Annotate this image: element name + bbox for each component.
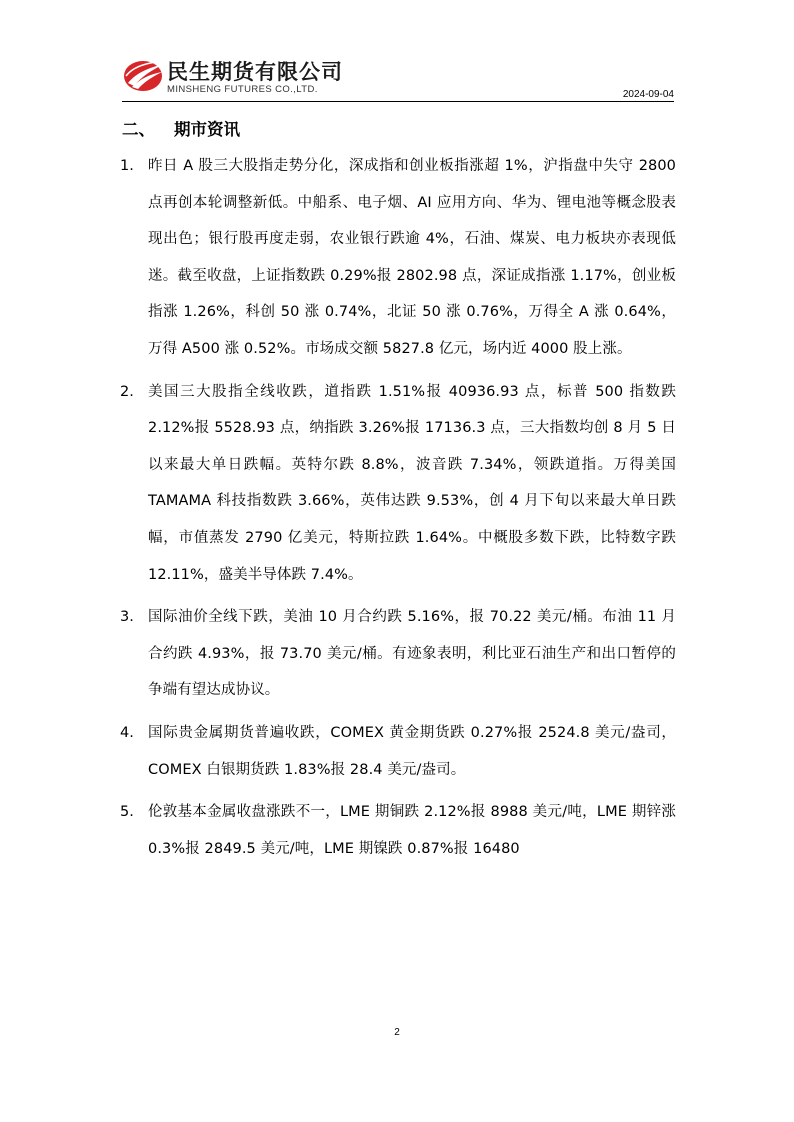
- item-number: 1.: [120, 158, 134, 174]
- section-number: 二、: [122, 120, 155, 139]
- list-item: [120, 599, 676, 709]
- list-item: [120, 148, 676, 368]
- item-text: 美国三大股指全线收跌，道指跌 1.51%报 40936.93 点，标普 500 指数跌 2.12%报 5528.93 点，纳指跌 3.26%报 17136.3 点，三大指数均创 8 月 5 日以来最大单日跌幅。英特尔跌 8.8%，波音跌 7.34%，领跌道指。万得美国 TAMAMA 科技指数跌 3.66%，英伟达跌 9.53%，创 4 月下旬以来最大单日跌幅，市值蒸发 2790 亿美元，特斯拉跌 1.64%。中概股多数下跌，比特数字跌 12.11%，盛美半导体跌 7.4%。: [148, 383, 676, 583]
- header-divider: [122, 101, 674, 102]
- section-heading: [122, 116, 240, 140]
- item-text: 国际油价全线下跌，美油 10 月合约跌 5.16%，报 70.22 美元/桶。布油 11 月合约跌 4.93%，报 73.70 美元/桶。有迹象表明，利比亚石油生产和出口暂停的争端有望达成协议。: [148, 609, 676, 699]
- item-text: 伦敦基本金属收盘涨跌不一，LME 期铜跌 2.12%报 8988 美元/吨，LME 期锌涨 0.3%报 2849.5 美元/吨，LME 期镍跌 0.87%报 16480: [148, 804, 676, 857]
- report-date: 2024-09-04: [622, 89, 674, 100]
- item-number: 2.: [120, 383, 134, 400]
- company-name-cn: 民生期货有限公司: [167, 60, 343, 84]
- list-item: [120, 374, 676, 594]
- company-name-en: MINSHENG FUTURES CO.,LTD.: [167, 84, 318, 95]
- page-number: 2: [394, 1027, 400, 1038]
- item-number: 5.: [120, 804, 134, 821]
- company-logo-icon: [122, 56, 166, 94]
- item-number: 4.: [120, 724, 134, 741]
- item-text: 昨日 A 股三大股指走势分化，深成指和创业板指涨超 1%，沪指盘中失守 2800 点再创本轮调整新低。中船系、电子烟、AI 应用方向、华为、锂电池等概念股表现出色；银行股再度走弱，农业银行跌逾 4%，石油、煤炭、电力板块亦表现低迷。截至收盘，上证指数跌 0.29%报 2802.98 点，深证成指涨 1.17%，创业板指涨 1.26%，科创 50 涨 0.74%，北证 50 涨 0.76%，万得全 A 涨 0.64%，万得 A500 涨 0.52%。市场成交额 5827.8 亿元，场内近 4000 股上涨。: [148, 158, 676, 357]
- news-list: [120, 148, 676, 873]
- page-header: [122, 56, 674, 104]
- item-text: 国际贵金属期货普遍收跌，COMEX 黄金期货跌 0.27%报 2524.8 美元/盎司，COMEX 白银期货跌 1.83%报 28.4 美元/盎司。: [148, 724, 676, 778]
- list-item: [120, 794, 676, 867]
- section-title: 期市资讯: [174, 120, 240, 139]
- item-number: 3.: [120, 609, 134, 626]
- list-item: [120, 715, 676, 788]
